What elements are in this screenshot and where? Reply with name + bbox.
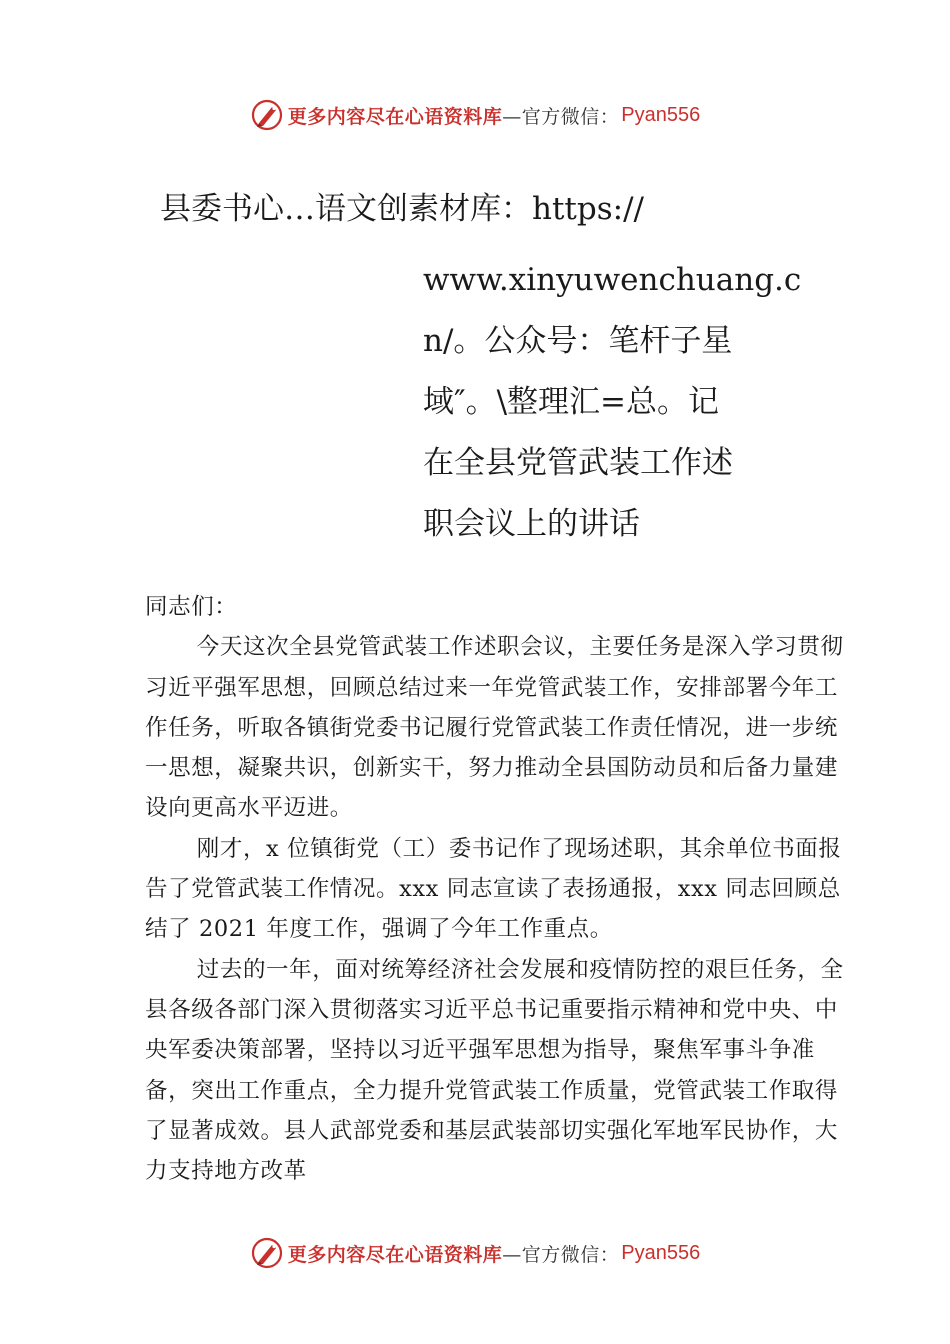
title-line-5: 在全县党管武装工作述 [423, 445, 733, 481]
title-line-2: www.xinyuwenchuang.c [423, 262, 802, 298]
document-body [145, 587, 845, 1191]
paragraph-3: 过去的一年，面对统筹经济社会发展和疫情防控的艰巨任务，全县各级各部门深入贯彻落实习近平总书记重要指示精神和党中央、中央军委决策部署，坚持以习近平强军思想为指导，聚焦军事斗争准备，突出工作重点，全力提升党管武装工作质量，党管武装工作取得了显著成效。县人武部党委和基层武装部切实强化军地军民协作，大力支持地方改革 [145, 956, 844, 1185]
header-banner [0, 95, 950, 135]
pen-logo-icon [250, 98, 284, 132]
pen-logo-icon [250, 1236, 284, 1270]
banner-wechat-label: —官方微信： [502, 105, 620, 128]
document-title [423, 250, 802, 555]
banner-slogan: 更多内容尽在心语资料库 [287, 105, 503, 128]
title-line-3: n/。公众号：笔杆子星 [423, 323, 733, 359]
banner-wechat-label: —官方微信： [502, 1243, 620, 1266]
banner-wechat-id: Pyan556 [621, 103, 701, 126]
paragraph-1: 今天这次全县党管武装工作述职会议，主要任务是深入学习贯彻习近平强军思想，回顾总结过来一年党管武装工作，安排部署今年工作任务，听取各镇街党委书记履行党管武装工作责任情况，进一步统一思想，凝聚共识，创新实干，努力推动全县国防动员和后备力量建设向更高水平迈进。 [145, 634, 844, 822]
paragraph-2: 刚才，x 位镇街党（工）委书记作了现场述职，其余单位书面报告了党管武装工作情况。xxx 同志宣读了表扬通报，xxx 同志回顾总结了 2021 年度工作，强调了今年工作重点。 [145, 835, 842, 943]
banner-slogan: 更多内容尽在心语资料库 [287, 1243, 503, 1266]
title-line-4: 域″。\整理汇=总。记 [423, 384, 719, 420]
title-line-6: 职会议上的讲话 [423, 506, 640, 542]
title-line-1: 县委书心…语文创素材库：https:// [160, 191, 644, 227]
banner-wechat-id: Pyan556 [621, 1241, 701, 1264]
footer-banner [0, 1233, 950, 1273]
salutation: 同志们： [145, 594, 238, 620]
